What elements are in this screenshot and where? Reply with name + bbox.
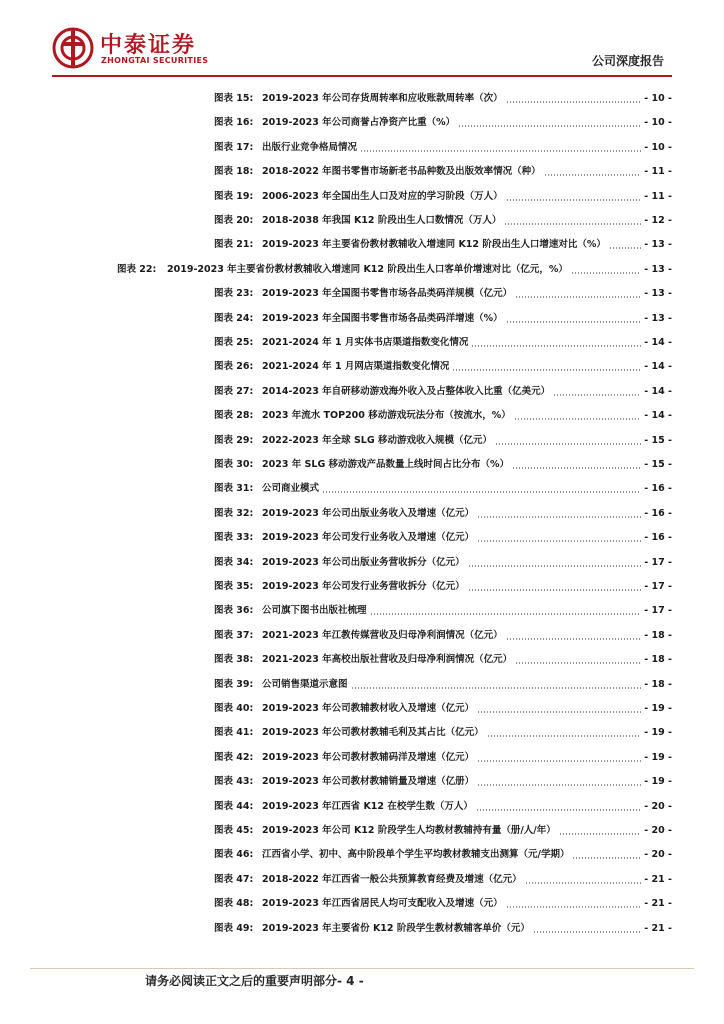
toc-entry-label: 图表 26: (214, 361, 254, 373)
toc-dot-leader (452, 369, 641, 371)
toc-entry[interactable] (214, 921, 672, 937)
toc-entry-title: 2019-2023 年江西省 K12 在校学生数（万人） (262, 800, 473, 812)
toc-entry-page: - 19 - (644, 703, 672, 714)
toc-entry[interactable] (214, 652, 672, 668)
toc-entry-title: 2018-2038 年我国 K12 阶段出生人口数情况（万人） (262, 215, 502, 226)
toc-entry-page: - 18 - (644, 629, 672, 641)
toc-entry-label: 图表 46: (214, 849, 254, 861)
toc-entry-page: - 16 - (644, 532, 672, 544)
toc-entry-title: 2019-2023 年全国图书零售市场各品类码洋增速（%） (262, 312, 503, 324)
toc-entry[interactable] (214, 725, 672, 741)
toc-entry-page: - 21 - (644, 898, 672, 910)
toc-entry[interactable] (214, 286, 672, 302)
toc-entry-title: 2019-2023 年公司 K12 阶段学生人均教材教辅持有量（册/人/年） (262, 825, 556, 836)
toc-entry-page: - 13 - (644, 239, 672, 251)
toc-entry-page: - 10 - (644, 93, 672, 104)
toc-entry-title: 2021-2023 年江教传媒营收及归母净利润情况（亿元） (262, 629, 503, 641)
toc-dot-leader (553, 394, 641, 396)
toc-entry-title: 2018-2022 年江西省一般公共预算教育经费及增速（亿元） (262, 873, 522, 885)
report-type-label: 公司深度报告 (591, 54, 664, 68)
toc-entry-label: 图表 41: (214, 727, 254, 739)
toc-entry-title: 2019-2023 年主要省份教材教辅收入增速同 K12 阶段出生人口增速对比（%） (262, 239, 606, 251)
toc-entry-title: 2018-2022 年图书零售市场新老书品种数及出版效率情况（种） (262, 166, 541, 178)
toc-dot-leader (322, 491, 641, 493)
toc-entry-page: - 20 - (644, 825, 672, 836)
toc-dot-leader (512, 467, 641, 469)
toc-entry[interactable] (214, 91, 672, 107)
toc-entry[interactable] (214, 384, 672, 400)
toc-entry-page: - 14 - (644, 337, 672, 348)
toc-entry[interactable] (214, 335, 672, 351)
toc-entry-title: 2019-2023 年全国图书零售市场各品类码洋规模（亿元） (262, 288, 513, 300)
toc-entry-page: - 17 - (644, 581, 672, 592)
toc-dot-leader (477, 784, 641, 786)
toc-entry-page: - 12 - (644, 215, 672, 226)
toc-entry[interactable] (214, 847, 672, 863)
toc-entry[interactable] (214, 164, 672, 180)
toc-entry-page: - 14 - (644, 410, 672, 422)
toc-entry-title: 2014-2023 年自研移动游戏海外收入及占整体收入比重（亿美元） (262, 385, 551, 397)
toc-entry-label: 图表 18: (214, 166, 254, 178)
toc-entry-title: 2021-2023 年高校出版社营收及归母净利润情况（亿元） (262, 654, 513, 666)
toc-dot-leader (468, 565, 642, 567)
toc-entry[interactable] (214, 506, 672, 522)
toc-entry-page: - 20 - (644, 849, 672, 861)
toc-entry-label: 图表 32: (214, 507, 254, 519)
toc-entry-label: 图表 42: (214, 751, 254, 763)
toc-entry-label: 图表 29: (214, 434, 254, 446)
toc-entry-label: 图表 37: (214, 629, 254, 641)
toc-entry-page: - 11 - (644, 166, 672, 178)
toc-dot-leader (477, 516, 641, 518)
toc-entry[interactable] (214, 603, 672, 619)
toc-entry-title: 江西省小学、初中、高中阶段单个学生平均教材教辅支出测算（元/学期） (262, 849, 570, 861)
toc-entry-title: 公司销售渠道示意图 (262, 678, 348, 690)
toc-entry-title: 公司商业模式 (262, 483, 320, 495)
toc-entry-title: 2019-2023 年公司存货周转率和应收账款周转率（次） (262, 93, 503, 104)
toc-entry[interactable] (214, 237, 672, 253)
toc-entry-title: 2019-2023 年公司出版业务营收拆分（亿元） (262, 556, 465, 568)
toc-entry[interactable] (214, 481, 672, 497)
toc-entry[interactable] (214, 823, 672, 839)
footer-page-number: - 4 - (337, 974, 364, 988)
toc-entry-label: 图表 20: (214, 215, 254, 226)
toc-entry-title: 2019-2023 年主要省份 K12 阶段学生教材教辅客单价（元） (262, 922, 530, 934)
toc-dot-leader (572, 857, 641, 859)
toc-entry-title: 2022-2023 年全球 SLG 移动游戏收入规模（亿元） (262, 434, 492, 446)
toc-entry-page: - 11 - (644, 190, 672, 202)
toc-entry[interactable] (214, 457, 672, 473)
toc-entry-title: 2019-2023 年公司出版业务收入及增速（亿元） (262, 507, 475, 519)
toc-entry[interactable] (214, 750, 672, 766)
toc-entry-title: 出版行业竞争格局情况 (262, 141, 358, 153)
toc-dot-leader (506, 321, 642, 323)
toc-entry-page: - 20 - (644, 800, 672, 812)
toc-entry-label: 图表 40: (214, 703, 254, 714)
toc-entry[interactable] (214, 799, 672, 815)
toc-entry[interactable] (214, 115, 672, 131)
toc-dot-leader (468, 589, 642, 591)
toc-entry[interactable] (214, 579, 672, 595)
toc-dot-leader (609, 247, 641, 249)
toc-entry-label: 图表 47: (214, 873, 254, 885)
toc-dot-leader (477, 711, 641, 713)
toc-dot-leader (458, 125, 641, 127)
toc-entry[interactable] (214, 140, 672, 156)
toc-entry-label: 图表 34: (214, 556, 254, 568)
toc-entry[interactable] (214, 774, 672, 790)
toc-dot-leader (515, 662, 641, 664)
toc-entry-page: - 21 - (644, 873, 672, 885)
toc-entry[interactable] (214, 189, 672, 205)
toc-entry-page: - 13 - (644, 288, 672, 300)
toc-entry-label: 图表 38: (214, 654, 254, 666)
toc-entry-label: 图表 45: (214, 825, 254, 836)
toc-entry[interactable] (214, 408, 672, 424)
header-divider (52, 75, 672, 77)
toc-entry-page: - 19 - (644, 727, 672, 739)
toc-entry-label: 图表 49: (214, 922, 254, 934)
toc-entry-label: 图表 15: (214, 93, 254, 104)
toc-entry-title: 公司旗下图书出版社梳理 (262, 605, 367, 617)
toc-entry-page: - 10 - (644, 141, 672, 153)
toc-entry-label: 图表 16: (214, 117, 254, 129)
toc-dot-leader (533, 931, 641, 933)
toc-entry-label: 图表 25: (214, 337, 254, 348)
toc-entry-page: - 13 - (644, 312, 672, 324)
toc-entry-page: - 10 - (644, 117, 672, 129)
toc-dot-leader (515, 296, 641, 298)
toc-entry-label: 图表 22: (117, 263, 157, 275)
toc-entry[interactable] (214, 213, 672, 229)
toc-entry-label: 图表 27: (214, 385, 254, 397)
toc-entry-label: 图表 19: (214, 190, 254, 202)
toc-entry-title: 2019-2023 年公司发行业务收入及增速（亿元） (262, 532, 475, 544)
toc-dot-leader (476, 809, 641, 811)
toc-entry[interactable] (117, 262, 672, 278)
toc-entry-label: 图表 30: (214, 459, 254, 470)
toc-entry-title: 2019-2023 年公司商誉占净资产比重（%） (262, 117, 456, 129)
toc-entry[interactable] (214, 896, 672, 912)
toc-entry[interactable] (214, 628, 672, 644)
toc-entry-title: 2019-2023 年公司教辅教材收入及增速（亿元） (262, 703, 475, 714)
toc-dot-leader (544, 174, 642, 176)
toc-entry[interactable] (214, 530, 672, 546)
toc-dot-leader (477, 540, 641, 542)
toc-entry-label: 图表 23: (214, 288, 254, 300)
toc-dot-leader (360, 150, 641, 152)
toc-entry-title: 2023 年流水 TOP200 移动游戏玩法分布（按流水，%） (262, 410, 511, 422)
toc-entry-page: - 17 - (644, 556, 672, 568)
footer (145, 972, 364, 989)
toc-entry-page: - 16 - (644, 483, 672, 495)
toc-entry-title: 2019-2023 年公司教材教辅销量及增速（亿册） (262, 776, 475, 788)
toc-dot-leader (571, 272, 641, 274)
toc-entry[interactable] (214, 677, 672, 693)
toc-dot-leader (471, 345, 641, 347)
toc-entry[interactable] (214, 311, 672, 327)
toc-entry[interactable] (214, 359, 672, 375)
toc-entry-title: 2021-2024 年 1 月实体书店渠道指数变化情况 (262, 337, 469, 348)
toc-entry-page: - 17 - (644, 605, 672, 617)
toc-entry-title: 2019-2023 年江西省居民人均可支配收入及增速（元） (262, 898, 503, 910)
toc-dot-leader (506, 906, 642, 908)
toc-entry-page: - 18 - (644, 678, 672, 690)
toc-entry-page: - 13 - (644, 263, 672, 275)
toc-entry-label: 图表 28: (214, 410, 254, 422)
toc-dot-leader (504, 223, 641, 225)
toc-entry-label: 图表 35: (214, 581, 254, 592)
toc-entry[interactable] (214, 872, 672, 888)
zhongtai-logo-icon (52, 27, 94, 69)
logo-chinese-name: 中泰证券 (100, 33, 197, 58)
toc-entry-title: 2019-2023 年公司教材教辅毛利及其占比（亿元） (262, 727, 484, 739)
toc-entry-label: 图表 33: (214, 532, 254, 544)
toc-dot-leader (525, 882, 642, 884)
toc-entry-page: - 15 - (644, 434, 672, 446)
toc-dot-leader (559, 833, 641, 835)
toc-entry-title: 2021-2024 年 1 月网店渠道指数变化情况 (262, 361, 450, 373)
toc-entry-label: 图表 44: (214, 800, 254, 812)
toc-entry-title: 2019-2023 年主要省份教材教辅收入增速同 K12 阶段出生人口客单价增速对比（亿元，%） (167, 263, 568, 275)
toc-entry-label: 图表 21: (214, 239, 254, 251)
company-logo (52, 24, 227, 74)
toc-entry[interactable] (214, 555, 672, 571)
toc-entry-label: 图表 48: (214, 898, 254, 910)
footer-divider (30, 968, 694, 969)
toc-entry-title: 2019-2023 年公司教材教辅码洋及增速（亿元） (262, 751, 475, 763)
toc-entry-page: - 18 - (644, 654, 672, 666)
toc-dot-leader (477, 760, 641, 762)
toc-entry-label: 图表 31: (214, 483, 254, 495)
toc-entry-page: - 16 - (644, 507, 672, 519)
toc-dot-leader (487, 735, 642, 737)
footer-disclaimer: 请务必阅读正文之后的重要声明部分 (145, 974, 338, 988)
toc-entry-page: - 15 - (644, 459, 672, 470)
toc-entry-title: 2023 年 SLG 移动游戏产品数量上线时间占比分布（%） (262, 459, 510, 470)
toc-entry-title: 2006-2023 年全国出生人口及对应的学习阶段（万人） (262, 190, 503, 202)
toc-dot-leader (495, 443, 641, 445)
toc-entry[interactable] (214, 701, 672, 717)
toc-entry[interactable] (214, 433, 672, 449)
toc-dot-leader (506, 638, 642, 640)
toc-entry-label: 图表 24: (214, 312, 254, 324)
toc-dot-leader (351, 687, 642, 689)
toc-entry-page: - 14 - (644, 385, 672, 397)
toc-dot-leader (506, 199, 642, 201)
toc-dot-leader (370, 613, 642, 615)
toc-entry-label: 图表 36: (214, 605, 254, 617)
toc-entry-label: 图表 39: (214, 678, 254, 690)
toc-dot-leader (506, 101, 642, 103)
toc-entry-page: - 14 - (644, 361, 672, 373)
toc-entry-label: 图表 43: (214, 776, 254, 788)
toc-entry-page: - 19 - (644, 751, 672, 763)
toc-entry-title: 2019-2023 年公司发行业务营收拆分（亿元） (262, 581, 465, 592)
toc-entry-label: 图表 17: (214, 141, 254, 153)
toc-entry-page: - 21 - (644, 922, 672, 934)
toc-entry-page: - 19 - (644, 776, 672, 788)
logo-english-name: ZHONGTAI SECURITIES (101, 56, 209, 65)
toc-dot-leader (514, 418, 642, 420)
